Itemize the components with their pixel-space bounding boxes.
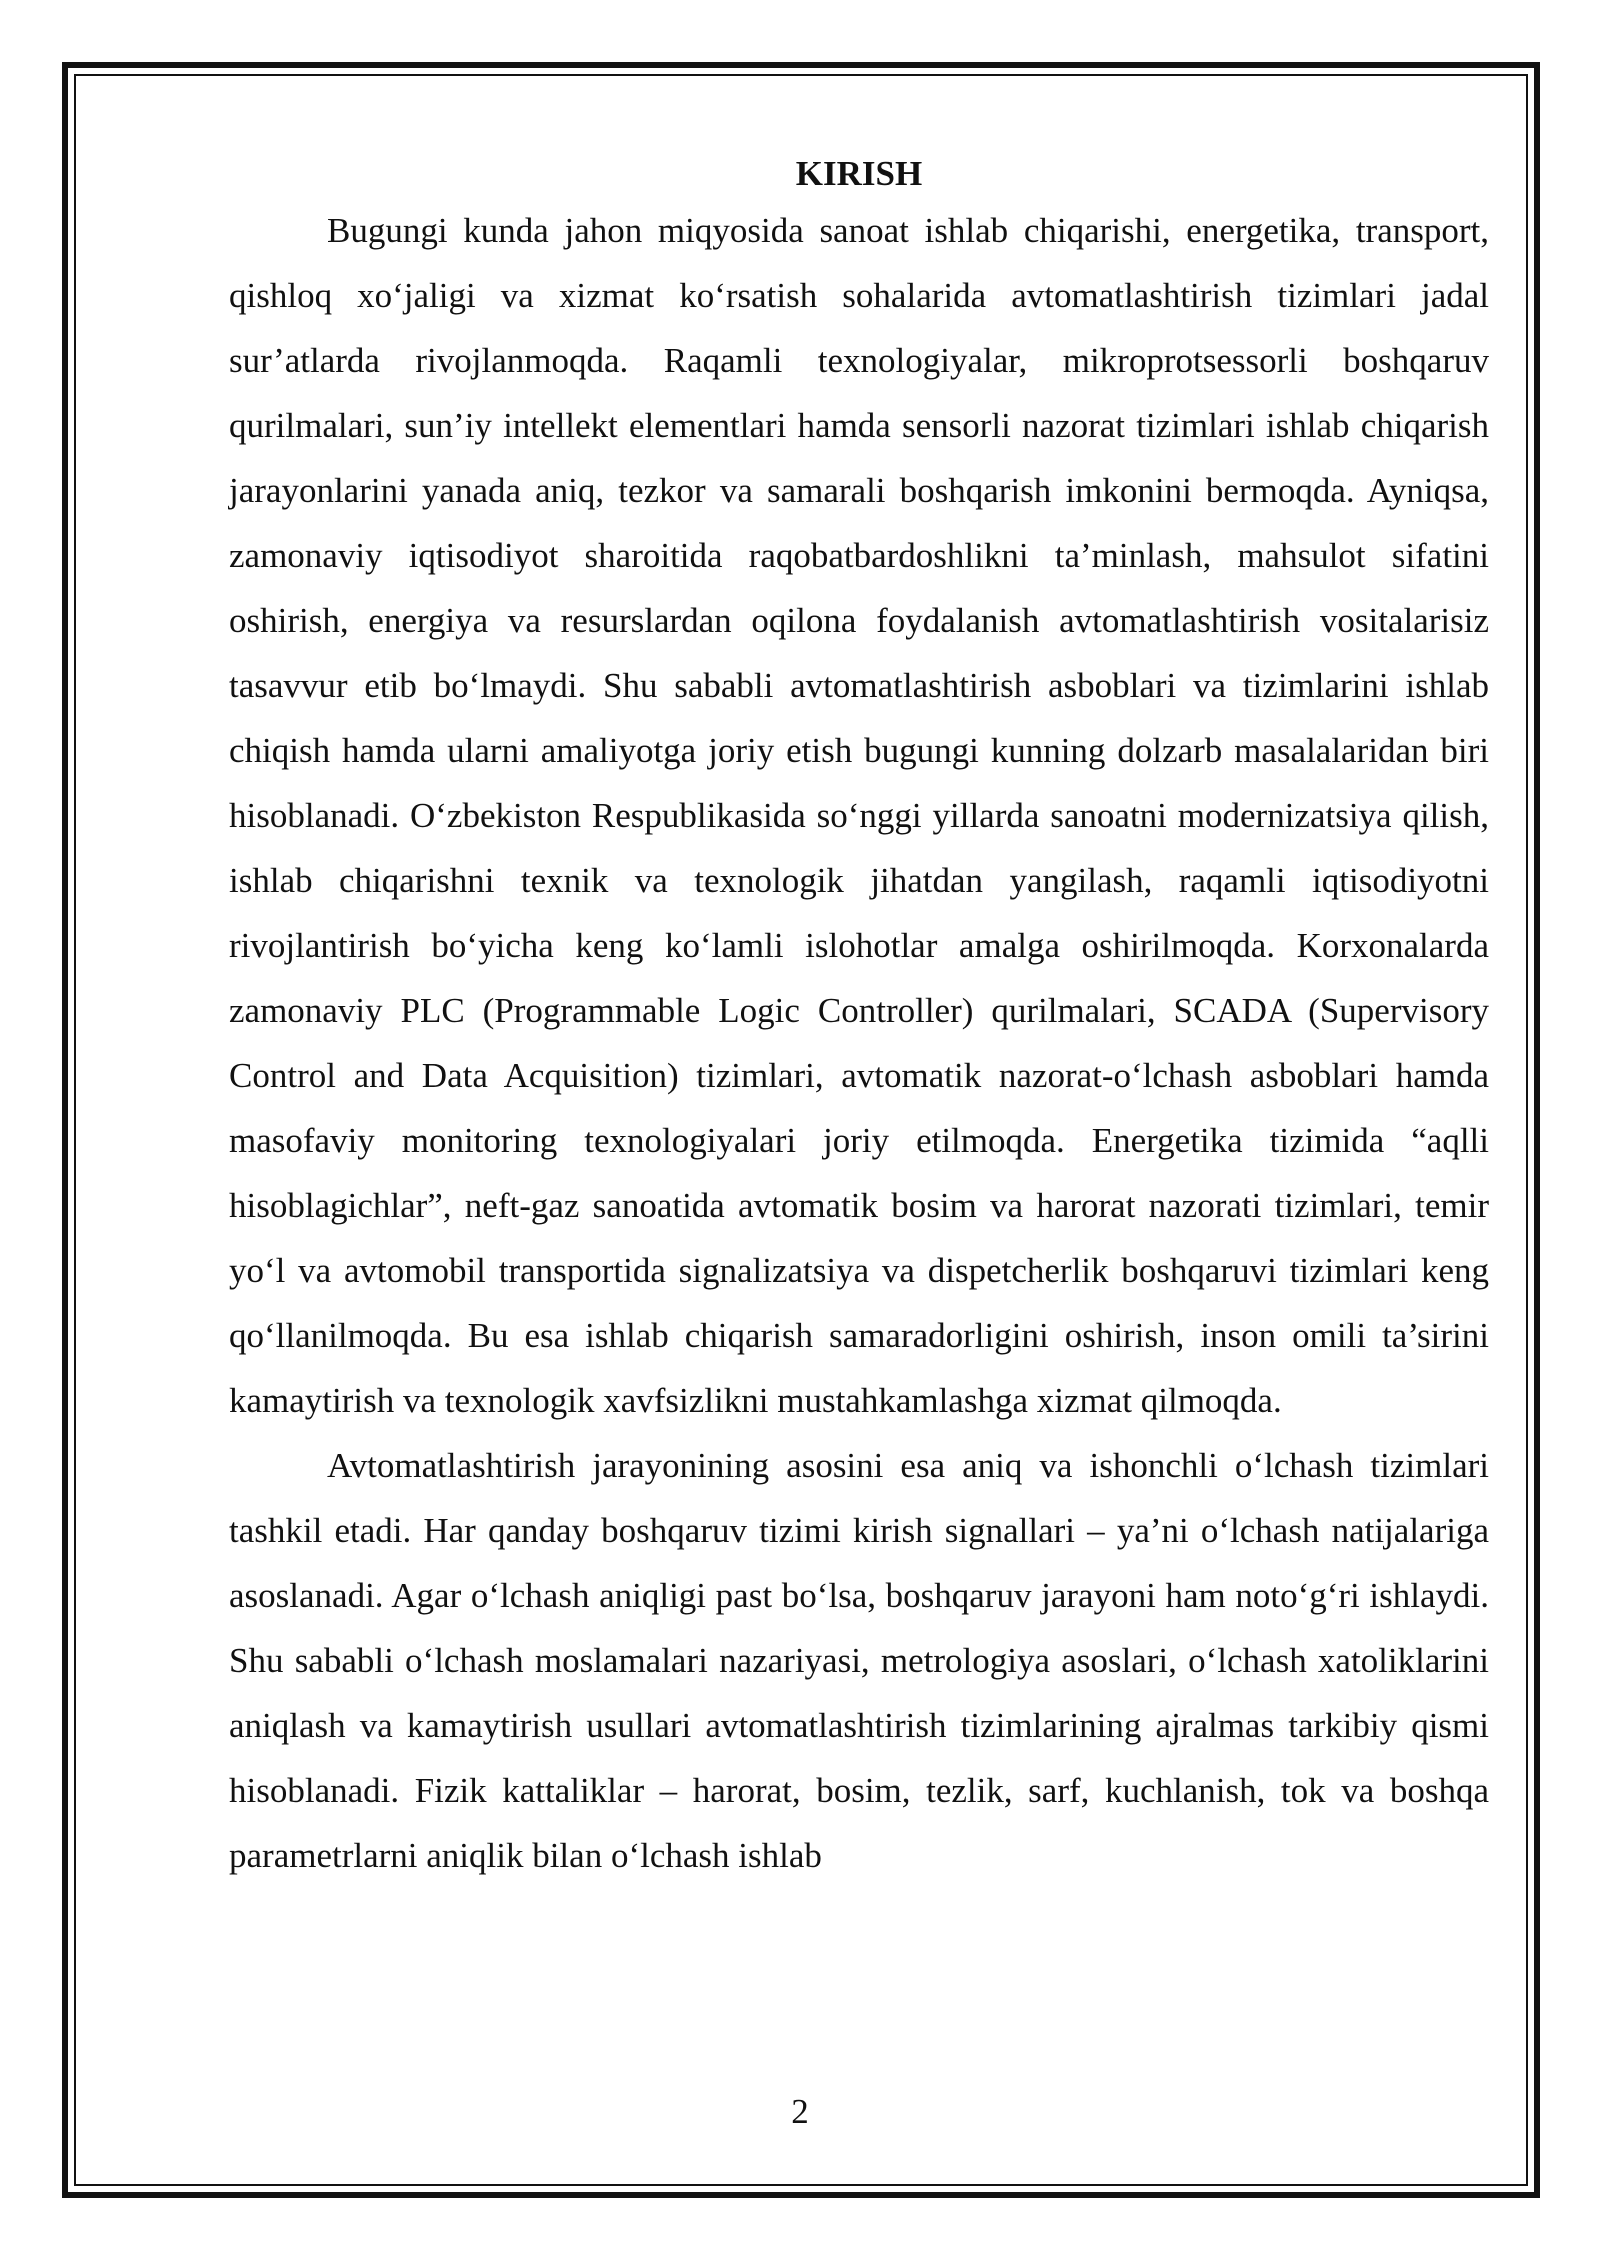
page-number: 2 [791,2092,809,2131]
paragraph-2: Avtomatlashtirish jarayonining asosini esa aniq va ishonchli o‘lchash tizimlari tashkil etadi. Har qanday boshqaruv tizimi kirish signallari – ya’ni o‘lchash natijalariga asoslanadi. Agar o‘lchash aniqligi past bo‘lsa, boshqaruv jarayoni ham noto‘g‘ri ishlaydi. Shu sababli o‘lchash moslamalari nazariyasi, metrologiya asoslari, o‘lchash xatoliklarini aniqlash va kamaytirish usullari avtomatlashtirish tizimlarining ajralmas tarkibiy qismi hisoblanadi. Fizik kattaliklar – harorat, bosim, tezlik, sarf, kuchlanish, tok va boshqa parametrlarni aniqlik bilan o‘lchash ishlab [229,1446,1489,1875]
paragraph-1: Bugungi kunda jahon miqyosida sanoat ishlab chiqarishi, energetika, transport, qishloq xo‘jaligi va xizmat ko‘rsatish sohalarida avtomatlashtirish tizimlari jadal sur’atlarda rivojlanmoqda. Raqamli texnologiyalar, mikroprotsessorli boshqaruv qurilmalari, sun’iy intellekt elementlari hamda sensorli nazorat tizimlari ishlab chiqarish jarayonlarini yanada aniq, tezkor va samarali boshqarish imkonini bermoqda. Ayniqsa, zamonaviy iqtisodiyot sharoitida raqobatbardoshlikni ta’minlash, mahsulot sifatini oshirish, energiya va resurslardan oqilona foydalanish avtomatlashtirish vositalarisiz tasavvur etib bo‘lmaydi. Shu sababli avtomatlashtirish asboblari va tizimlarini ishlab chiqish hamda ularni amaliyotga joriy etish bugungi kunning dolzarb masalalaridan biri hisoblanadi. O‘zbekiston Respublikasida so‘nggi yillarda sanoatni modernizatsiya qilish, ishlab chiqarishni texnik va texnologik jihatdan yangilash, raqamli iqtisodiyotni rivojlantirish bo‘yicha keng ko‘lamli islohotlar amalga oshirilmoqda. Korxonalarda zamonaviy PLC (Programmable Logic Controller) qurilmalari, SCADA (Supervisory Control and Data Acquisition) tizimlari, avtomatik nazorat-o‘lchash asboblari hamda masofaviy monitoring texnologiyalari joriy etilmoqda. Energetika tizimida “aqlli hisoblagichlar”, neft-gaz sanoatida avtomatik bosim va harorat nazorati tizimlari, temir yo‘l va avtomobil transportida signalizatsiya va dispetcherlik boshqaruvi tizimlari keng qo‘llanilmoqda. Bu esa ishlab chiqarish samaradorligini oshirish, inson omili ta’sirini kamaytirish va texnologik xavfsizlikni mustahkamlashga xizmat qilmoqda. [229,211,1489,1420]
section-heading: KIRISH [795,154,923,193]
page-content [229,150,1489,1888]
